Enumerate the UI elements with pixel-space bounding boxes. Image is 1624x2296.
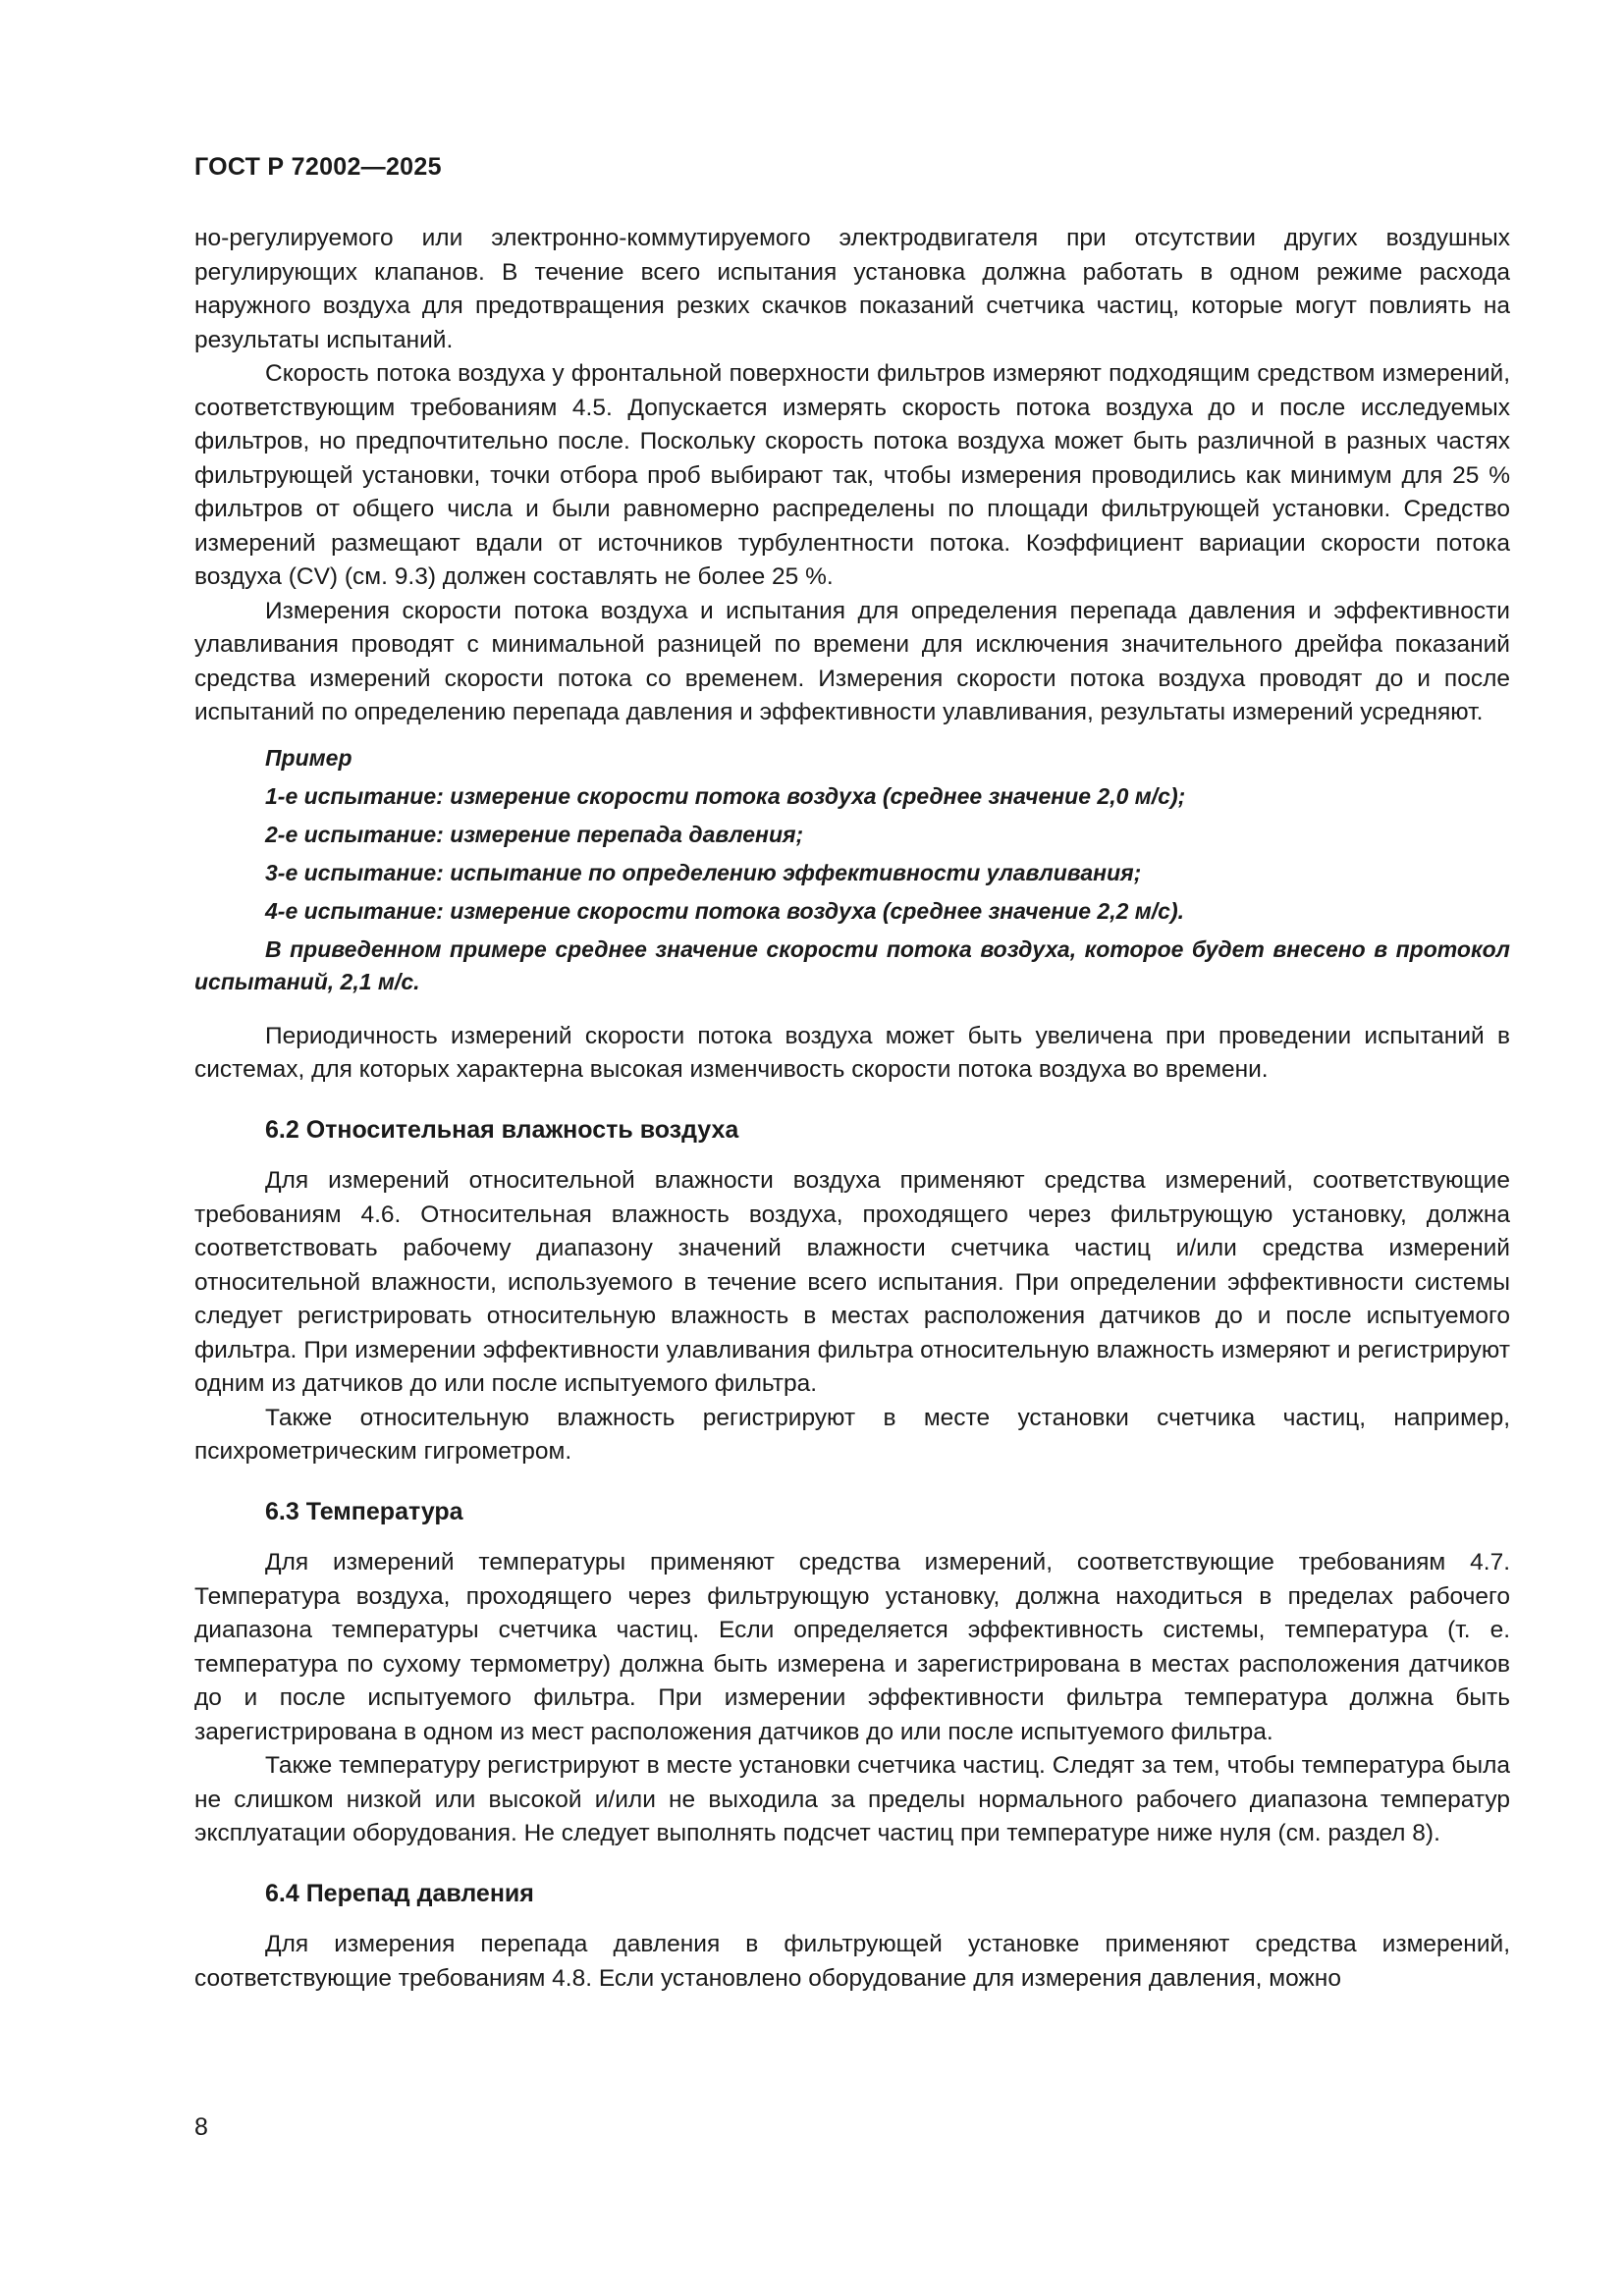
example-note: В приведенном примере среднее значение скорости потока воздуха, которое будет внесено в протокол испытаний, 2,1 м/с. [194,935,1510,994]
paragraph-temperature: Также температуру регистрируют в месте установки счетчика частиц. Следят за тем, чтобы температура была не слишком низкой или высокой и/или не выходила за пределы нормального рабочего диапазона температур эксплуатации оборудования. Не следует выполнять подсчет частиц при температуре ниже нуля (см. раздел 8). [194,1752,1510,1846]
document-header: ГОСТ Р 72002—2025 [194,153,442,181]
paragraph-temperature: Для измерений температуры применяют средства измерений, соответствующие требованиям 4.7. Температура воздуха, проходящего через фильтрующую установку, должна находиться в пределах рабочего диапазона температуры счетчика частиц. Если определяется эффективность системы, температура (т. е. температура по сухому термометру) должна быть измерена и зарегистрирована в местах расположения датчиков до и после испытуемого фильтра. При измерении эффективности фильтра температура должна быть зарегистрирована в одном из мест расположения датчиков до или после испытуемого фильтра. [194,1549,1510,1745]
section-heading-6-2: 6.2 Относительная влажность воздуха [265,1115,739,1144]
page-number: 8 [194,2113,208,2141]
paragraph-pressure: Для измерения перепада давления в фильтрующей установке применяют средства измерений, соответствующие требованиям 4.8. Если установлено оборудование для измерения давления, можно [194,1931,1510,1992]
paragraph-humidity: Также относительную влажность регистрируют в месте установки счетчика частиц, например, психрометрическим гигрометром. [194,1404,1510,1465]
example-line: 4-е испытание: измерение скорости потока воздуха (среднее значение 2,2 м/с). [265,897,1185,924]
example-line: 3-е испытание: испытание по определению эффективности улавливания; [265,859,1142,885]
page-content [194,222,1510,1996]
section-heading-6-4: 6.4 Перепад давления [265,1879,534,1907]
example-line: 2-е испытание: измерение перепада давления; [265,821,804,847]
paragraph-continuation: но-регулируемого или электронно-коммутируемого электродвигателя при отсутствии других воздушных регулирующих клапанов. В течение всего испытания установка должна работать в одном режиме расхода наружного воздуха для предотвращения резких скачков показаний счетчика частиц, которые могут повлиять на результаты испытаний. [194,225,1510,353]
paragraph-airflow-timing: Измерения скорости потока воздуха и испытания для определения перепада давления и эффективности улавливания проводят с минимальной разницей по времени для исключения значительного дрейфа показаний средства измерений скорости потока со временем. Измерения скорости потока воздуха проводят до и после испытаний по определению перепада давления и эффективности улавливания, результаты измерений усредняют. [194,597,1510,725]
example-block [194,742,1510,998]
section-heading-6-3: 6.3 Температура [265,1497,463,1525]
paragraph-humidity: Для измерений относительной влажности воздуха применяют средства измерений, соответствующие требованиям 4.6. Относительная влажность воздуха, проходящего через фильтрующую установку, должна соответствовать рабочему диапазону значений влажности счетчика частиц и/или средства измерений относительной влажности, используемого в течение всего испытания. При определении эффективности системы следует регистрировать относительную влажность в местах расположения датчиков до и после испытуемого фильтра. При измерении эффективности улавливания фильтра относительную влажность измеряют и регистрируют одним из датчиков до или после испытуемого фильтра. [194,1167,1510,1397]
example-line: 1-е испытание: измерение скорости потока воздуха (среднее значение 2,0 м/с); [265,782,1186,809]
example-title: Пример [265,744,352,771]
paragraph-periodicity: Периодичность измерений скорости потока воздуха может быть увеличена при проведении испытаний в системах, для которых характерна высокая изменчивость скорости потока воздуха во времени. [194,1022,1510,1083]
paragraph-airflow-speed: Скорость потока воздуха у фронтальной поверхности фильтров измеряют подходящим средством измерений, соответствующим требованиям 4.5. Допускается измерять скорость потока воздуха до и после исследуемых фильтров, но предпочтительно после. Поскольку скорость потока воздуха может быть различной в разных частях фильтрующей установки, точки отбора проб выбирают так, чтобы измерения проводились как минимум для 25 % фильтров от общего числа и были равномерно распределены по площади фильтрующей установки. Средство измерений размещают вдали от источников турбулентности потока. Коэффициент вариации скорости потока воздуха (CV) (см. 9.3) должен составлять не более 25 %. [194,360,1510,590]
